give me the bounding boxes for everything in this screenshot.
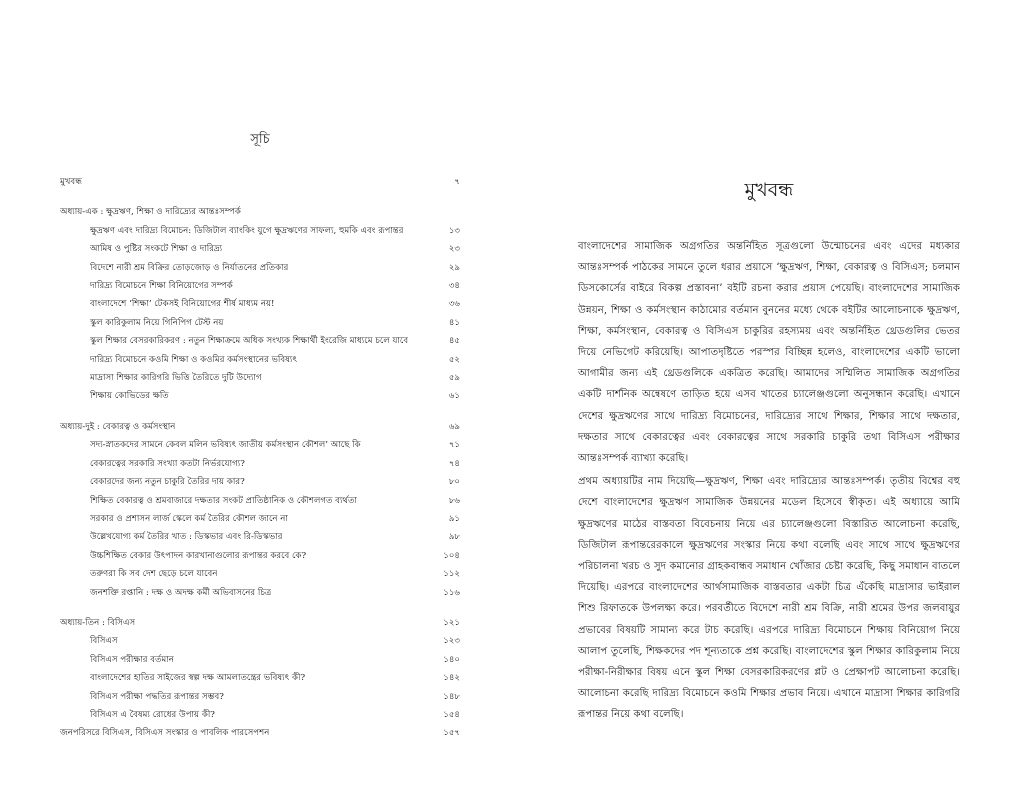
preface-paragraph: বাংলাদেশের সামাজিক অগ্রগতির অন্তর্নিহিত সূত্রগুলো উন্মোচনের এবং এদের মধ্যকার আন্তঃসম্পর্ক পাঠকের সামনে তুলে ধরার প্রয়াসে ‘ক্ষুদ্রঋণ, শিক্ষা, বেকারত্ব ও বিসিএস; চলমান ডিসকোর্সের বাইরে বিকল্প প্রস্তাবনা’ বইটি রচনা করার প্রয়াস পেয়েছি। বাংলাদেশের সামাজিক উন্নয়ন, শিক্ষা ও কর্মসংস্থান কাঠামোর বর্তমান বুননের মধ্যে থেকে বইটির আলোচনাকে ক্ষুদ্রঋণ, শিক্ষা, কর্মসংস্থান, বেকারত্ব ও বিসিএস চাকুরির রহস্যময় এবং অন্তর্নিহিত থ্রেডগুলির ভেতর দিয়ে নেভিগেট করিয়েছি। আপাতদৃষ্টিতে পরস্পর বিচ্ছিন্ন হলেও, বাংলাদেশের একটি ভালো আগামীর জন্য এই থ্রেডগুলিকে একত্রিত করেছি। আমাদের সম্মিলিত সামাজিক অগ্রগতির একটি দার্শনিক অন্বেষণে তাড়িত হয়ে এসব খাতের চ্যালেঞ্জগুলো অনুসন্ধান করেছি। এখানে দেশের ক্ষুদ্রঋণের সাথে দারিদ্র্য বিমোচনের, দারিদ্র্যের সাথে শিক্ষার, শিক্ষার সাথে দক্ষতার, দক্ষতার সাথে বেকারত্বের এবং বেকারত্বের সাথে সরকারি চাকুরি তথা বিসিএস পরীক্ষার আন্তঃসম্পর্ক ব্যাখ্যা করেছি। <box>578 241 960 465</box>
contents-page <box>60 130 460 743</box>
toc-entry: বাংলাদেশে ‘শিক্ষা’ টেকসই বিনিয়োগের শীর্ষ মাধ্যম নয়! ৩৬ <box>90 299 460 310</box>
toc-entry: বিসিএস ১২৩ <box>90 636 460 647</box>
toc-entry: স্কুল শিক্ষার বেসরকারিকরণ : নতুন শিক্ষাক্রমে অধিক সংখ্যক শিক্ষার্থী ইংরেজি মাধ্যমে চলে যাবে ৪৫ <box>90 336 460 347</box>
toc-entry: বেকারত্বের সরকারি সংখ্যা কতটা নির্ভরযোগ্য? ৭৪ <box>90 458 460 469</box>
toc-chapter-heading: অধ্যায়-এক : ক্ষুদ্রঋণ, শিক্ষা ও দারিদ্র্যের আন্তঃসম্পর্ক <box>60 207 241 218</box>
toc-entry: বেকারদের জন্য নতুন চাকুরি তৈরির দায় কার? ৮০ <box>90 477 460 488</box>
preface-title: মুখবন্ধ <box>744 179 794 201</box>
toc-entry: শিক্ষায় কোভিডের ক্ষতি ৬১ <box>90 391 460 402</box>
toc-entry: স্কুল কারিকুলাম নিয়ে গিনিপিগ টেস্ট নয় ৪১ <box>90 317 460 328</box>
toc-entry: শিক্ষিত বেকারত্ব ও শ্রমবাজারে দক্ষতার সংকট প্রাতিষ্ঠানিক ও কৌশলগত ব্যর্থতা ৮৬ <box>90 495 460 506</box>
toc-entry: মাদ্রাসা শিক্ষার কারিগরি ভিত্তি তৈরিতে দুটি উদ্যোগ ৫৯ <box>90 373 460 384</box>
toc-chapter-heading: অধ্যায়-তিন : বিসিএস ১২১ <box>60 617 460 628</box>
preface-paragraph: প্রথম অধ্যায়টির নাম দিয়েছি—ক্ষুদ্রঋণ, শিক্ষা এবং দারিদ্র্যের আন্তঃসম্পর্ক। তৃতীয় বিশ্বের বহু দেশে বাংলাদেশের ক্ষুদ্রঋণ সামাজিক উন্নয়নের মডেল হিসেবে স্বীকৃত। এই অধ্যায়ে আমি ক্ষুদ্রঋণের মাঠের বাস্তবতা বিবেচনায় নিয়ে এর চ্যালেঞ্জগুলো বিস্তারিত আলোচনা করেছি, ডিজিটাল রূপান্তরেরকালে ক্ষুদ্রঋণের সংস্কার নিয়ে কথা বলেছি এবং সাথে সাথে ক্ষুদ্রঋণের পরিচালনা খরচ ও সুদ কমানোর গ্রাহকবান্ধব সমাধান খোঁজার চেষ্টা করেছি, কিছু সমাধান বাতলে দিয়েছি। এরপরে বাংলাদেশের আর্থসামাজিক বাস্তবতার একটা চিত্র এঁকেছি মাদ্রাসার ভাইরাল শিশু রিফাতকে উপলক্ষ্য করে। পরবর্তীতে বিদেশে নারী শ্রম বিক্রি, নারী শ্রমের উপর জলবায়ুর প্রভাবের বিষয়টি সামান্য করে টাচ করেছি। এরপরে দারিদ্র্য বিমোচনে শিক্ষায় বিনিয়োগ নিয়ে আলাপ তুলেছি, শিক্ষকদের পদ শূন্যতাকে প্রশ্ন করেছি। বাংলাদেশের স্কুল শিক্ষার কারিকুলাম নিয়ে পরীক্ষা-নিরীক্ষার বিষয় এনে স্কুল শিক্ষা বেসরকারিকরণের প্লট ও প্রেক্ষাপট আলোচনা করেছি। আলোচনা করেছি দারিদ্র্য বিমোচনে কওমি শিক্ষার প্রভাব নিয়ে। এখানে মাদ্রাসা শিক্ষার কারিগরি রূপান্তর নিয়ে কথা বলেছি। <box>578 476 960 721</box>
toc-entry: বিদেশে নারী শ্রম বিক্রির তোড়জোড় ও নির্যাতনের প্রতিকার ২৯ <box>90 262 460 273</box>
toc-entry: ক্ষুদ্রঋণ এবং দারিদ্র্য বিমোচন: ডিজিটাল ব্যাংকিং যুগে ক্ষুদ্রঋণের সাফল্য, হুমকি এবং রূপান্তর ১৩ <box>90 225 460 236</box>
toc-entry: সরকার ও প্রশাসন লার্জ স্কেলে কর্ম তৈরির কৌশল জানে না ৯১ <box>90 513 460 524</box>
toc-entry: সদ্য-স্নাতকদের সামনে কেবল মলিন ভবিষ্যৎ জাতীয় কর্মসংস্থান কৌশল’ আছে কি ৭১ <box>90 440 460 451</box>
preface-page <box>578 176 960 728</box>
toc-entry: বাংলাদেশের হাতির সাইজের স্বল্প দক্ষ আমলাতন্ত্রের ভবিষ্যৎ কী? ১৪২ <box>90 673 460 684</box>
toc-chapter-heading: অধ্যায়-দুই : বেকারত্ব ও কর্মসংস্থান ৬৯ <box>60 421 460 432</box>
toc-entry: জনশক্তি রপ্তানি : দক্ষ ও অদক্ষ কর্মী অভিবাসনের চিত্র ১১৬ <box>90 587 460 598</box>
toc-entry: উল্লেখযোগ্য কর্ম তৈরির খাত : ডিস্কভার এবং রি-ডিস্কভার ৯৮ <box>90 532 460 543</box>
toc-entry: দারিদ্র্য বিমোচনে কওমি শিক্ষা ও কওমির কর্মসংস্থানের ভবিষ্যৎ ৫২ <box>90 354 460 365</box>
toc-entry: মুখবন্ধ ৭ <box>60 177 460 187</box>
toc-entry: উচ্চশিক্ষিত বেকার উৎপাদন কারখানাগুলোর রূপান্তর করবে কে? ১০৪ <box>90 550 460 561</box>
toc-entry: বিসিএস পরীক্ষা পদ্ধতির রূপান্তর সম্ভব? ১৪৮ <box>90 691 460 702</box>
toc-entry: বিসিএস এ বৈষম্য রোধের উপায় কী? ১৫৪ <box>90 709 460 720</box>
toc-entry: দারিদ্র্য বিমোচনে শিক্ষা বিনিয়োগের সম্পর্ক ৩৪ <box>90 281 460 292</box>
contents-title: সূচি <box>250 132 270 147</box>
toc-entry: তরুণরা কি সব দেশ ছেড়ে চলে যাবেন ১১২ <box>90 569 460 580</box>
toc-entry: আমিষ ও পুষ্টির সংকটে শিক্ষা ও দারিদ্র্য ২৩ <box>90 244 460 255</box>
toc-entry: জনপরিসরে বিসিএস, বিসিএস সংস্কার ও পাবলিক পারসেপশন ১৫৭ <box>60 728 460 739</box>
toc-entry: বিসিএস পরীক্ষার বর্তমান ১৪০ <box>90 654 460 665</box>
